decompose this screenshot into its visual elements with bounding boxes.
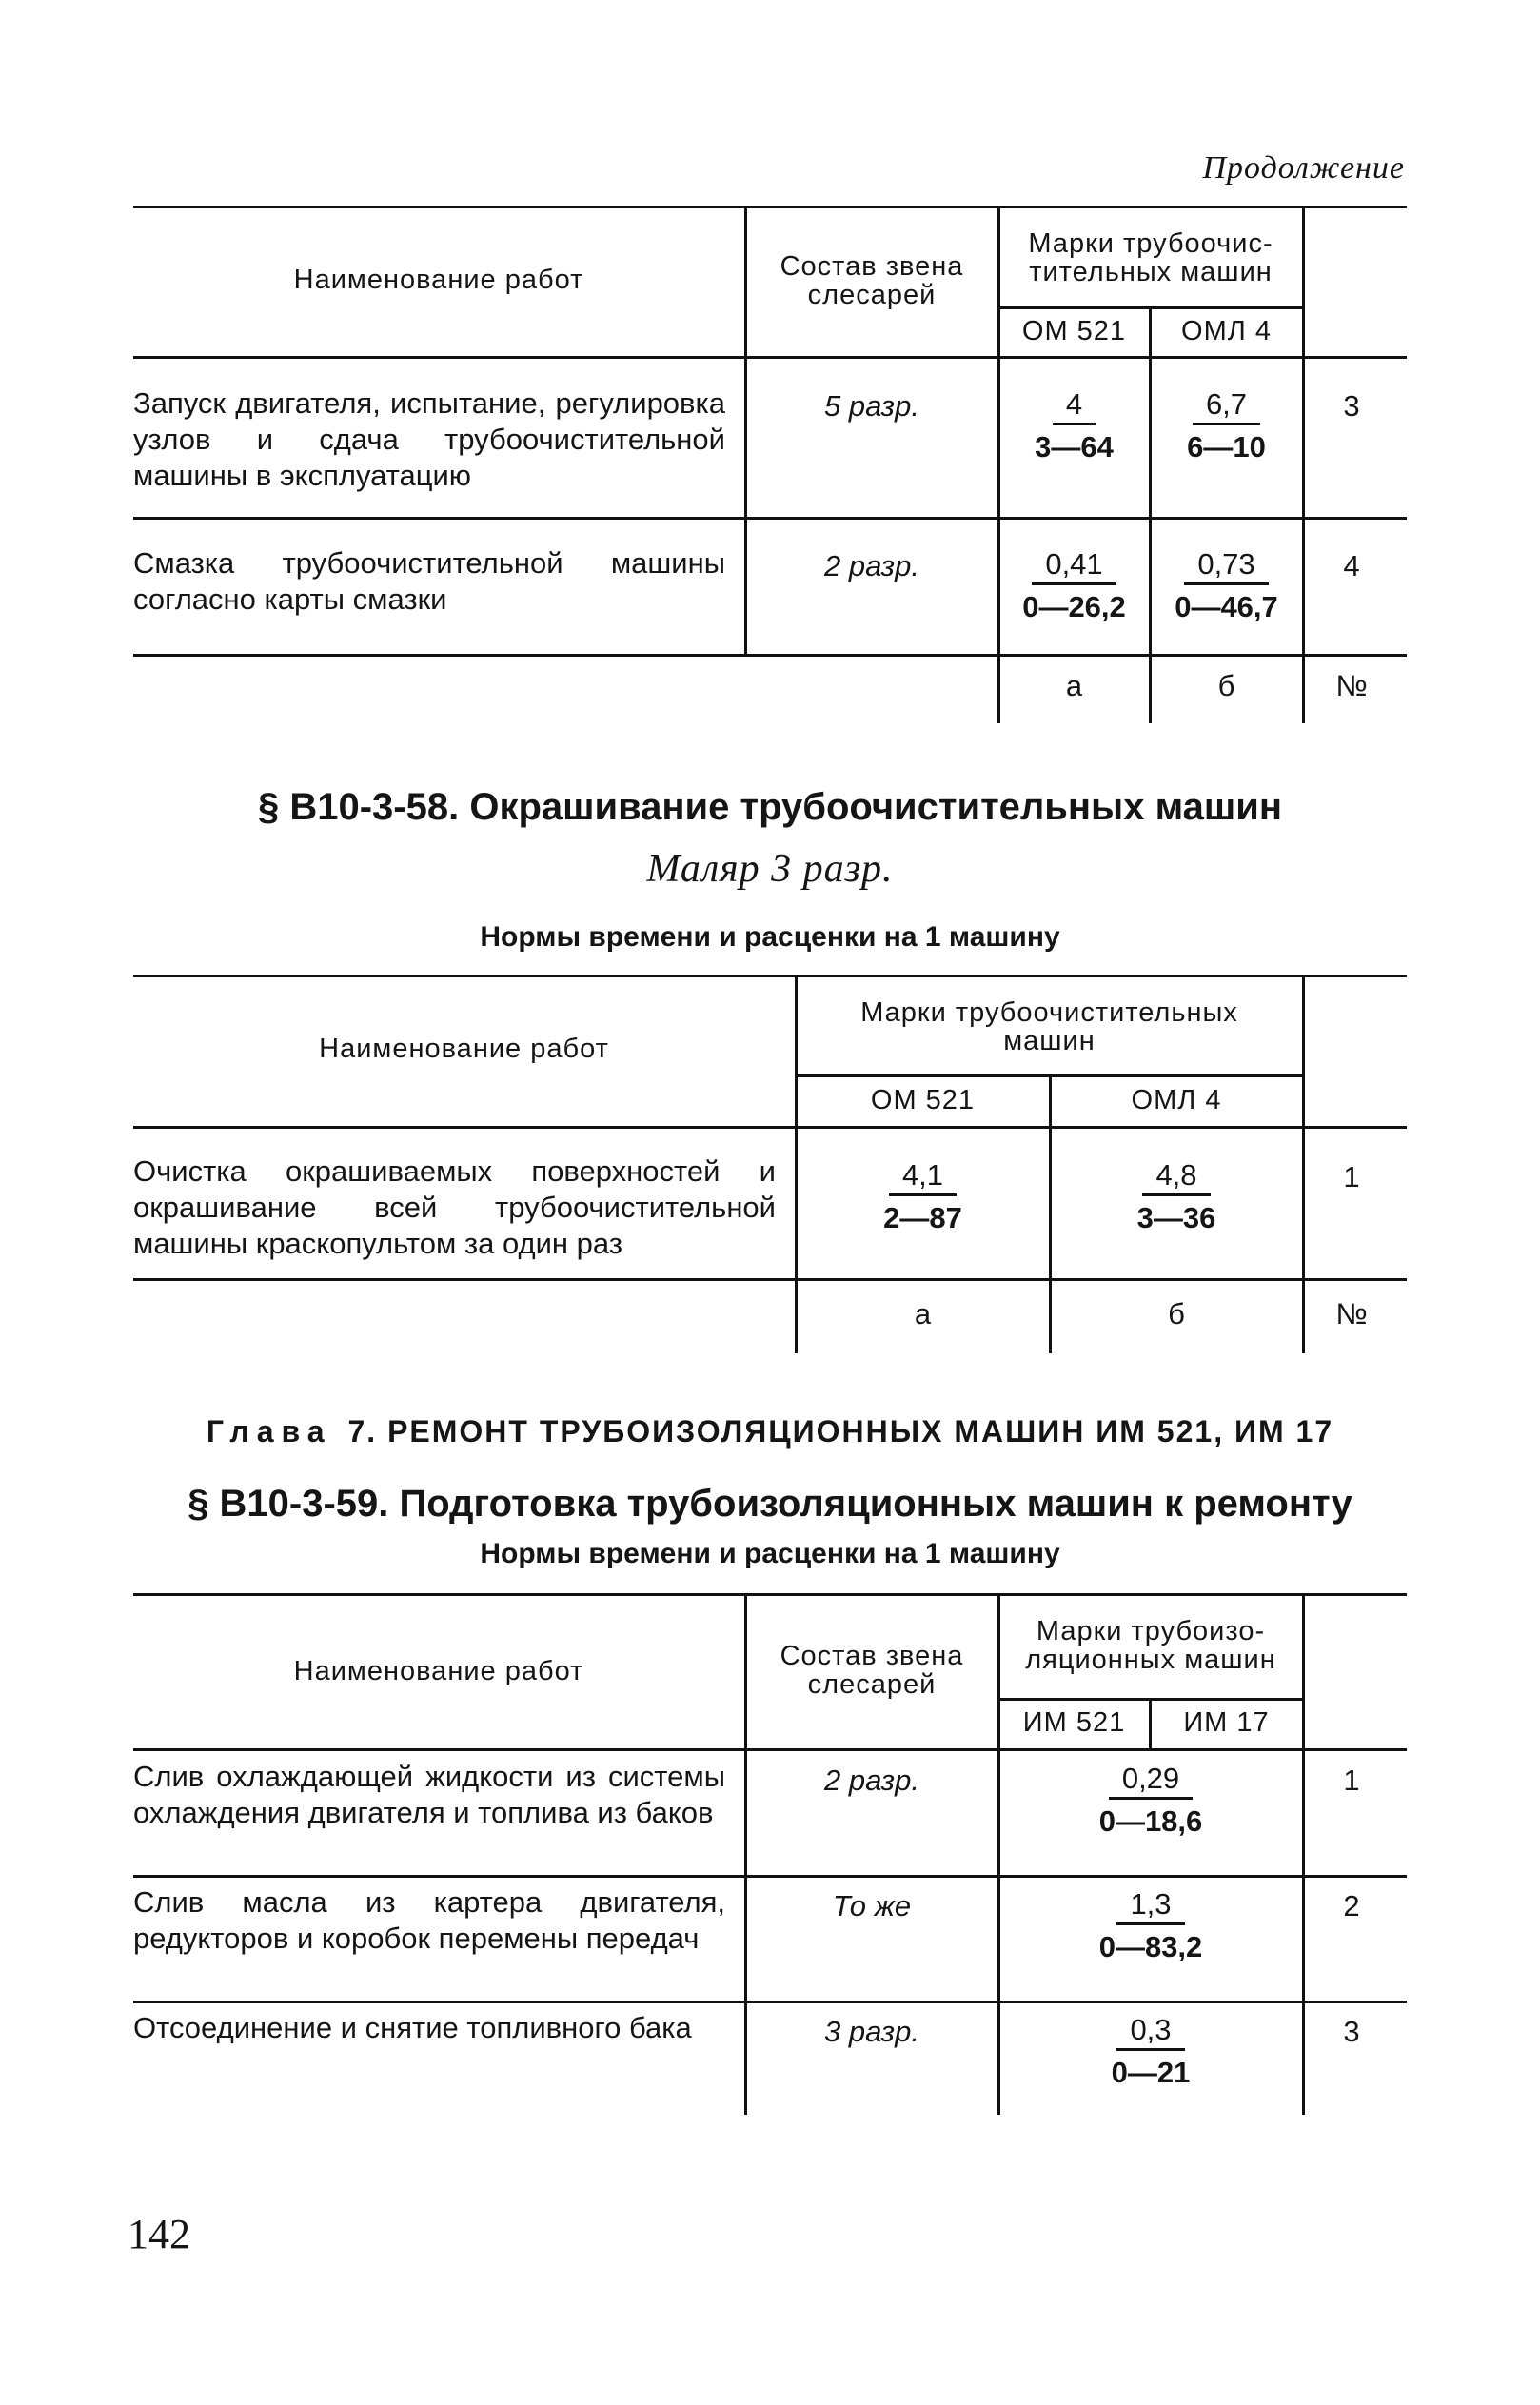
t1-footer-a: а — [1065, 669, 1083, 702]
t1-row2-value-a: $\frac{0,41}{0—26,2}$ — [1022, 547, 1126, 623]
t1-row1-value-b: $\frac{6,7}{6—10}$ — [1187, 387, 1266, 463]
t1-row1-crew: 5 разр. — [824, 389, 919, 423]
t3-row2-value: $\frac{1,3}{0—83,2}$ — [1098, 1887, 1203, 1963]
chapter-7-heading — [0, 1416, 1540, 1447]
t2-row1-name: Очистка окрашиваемых поверхностей и окрашивание всей трубоочистительной машины краскопультом за один раз — [133, 1154, 776, 1260]
t2-header-brand-b: ОМЛ 4 — [1131, 1085, 1222, 1115]
section-58-worker: Маляр 3 разр. — [646, 847, 894, 891]
t1-row1-value-a: $\frac{4}{3—64}$ — [1035, 387, 1114, 463]
t3-header-brands-line2: ляционных машин — [1025, 1645, 1276, 1675]
t1-row1-number: 3 — [1343, 389, 1360, 423]
t3-row2-crew: То же — [832, 1889, 912, 1922]
t3-header-crew-line1: Состав звена — [780, 1641, 964, 1671]
section-59-title: § В10-3-59. Подготовка трубоизоляционных машин к ремонту — [188, 1483, 1352, 1525]
t2-row1-number: 1 — [1343, 1160, 1360, 1193]
t1-row2-name: Смазка трубоочистительной машины согласно карты смазки — [133, 546, 725, 616]
t3-row3-value: $\frac{0,3}{0—21}$ — [1111, 2013, 1191, 2089]
t3-header-brand-a: ИМ 521 — [1022, 1707, 1126, 1738]
t1-footer-b: б — [1217, 669, 1235, 702]
t3-row2-name: Слив масла из картера двигателя, редукторов и коробок перемены передач — [133, 1885, 725, 1955]
t3-row1-number: 1 — [1343, 1764, 1360, 1797]
t2-footer-number: № — [1335, 1297, 1368, 1331]
section-58-title: § В10-3-58. Окрашивание трубоочистительных машин — [258, 786, 1282, 828]
t3-row1-crew: 2 разр. — [824, 1764, 919, 1797]
t1-footer-number: № — [1335, 669, 1368, 702]
t3-row1-name: Слив охлаждающей жидкости из системы охлаждения двигателя и топлива из баков — [133, 1760, 725, 1829]
t1-header-brands-line1: Марки трубоочис- — [1028, 228, 1273, 259]
t2-header-brand-a: ОМ 521 — [870, 1085, 976, 1115]
continued-label: Продолжение — [1202, 150, 1405, 186]
t3-row1-value: $\frac{0,29}{0—18,6}$ — [1098, 1762, 1203, 1838]
t3-header-name: Наименование работ — [293, 1656, 584, 1686]
t3-row3-crew: 3 разр. — [824, 2015, 919, 2048]
t2-footer-b: б — [1168, 1297, 1185, 1331]
t2-header-name: Наименование работ — [319, 1034, 609, 1064]
t2-row1-value-a: $\frac{4,1}{2—87}$ — [883, 1158, 962, 1234]
section-59-norms: Нормы времени и расценки на 1 машину — [480, 1538, 1060, 1569]
t3-header-brands-line1: Марки трубоизо- — [1036, 1616, 1266, 1646]
chapter-title: 7. РЕМОНТ ТРУБОИЗОЛЯЦИОННЫХ МАШИН ИМ 521, ИМ 17 — [347, 1414, 1334, 1449]
t1-header-brands-line2: тительных машин — [1029, 257, 1273, 287]
t2-footer-a: а — [914, 1297, 932, 1331]
t1-header-name: Наименование работ — [293, 265, 584, 295]
t3-row3-name: Отсоединение и снятие топливного бака — [133, 2011, 692, 2044]
t3-header-brand-b: ИМ 17 — [1183, 1707, 1270, 1738]
t2-row1-value-b: $\frac{4,8}{3—36}$ — [1136, 1158, 1216, 1234]
t1-header-crew-line2: слесарей — [807, 280, 937, 310]
t1-header-crew-line1: Состав звена — [780, 251, 964, 282]
section-58-norms: Нормы времени и расценки на 1 машину — [480, 921, 1060, 953]
t1-header-brand-a: ОМ 521 — [1021, 316, 1127, 346]
t2-header-brands-line2: машин — [1003, 1026, 1096, 1056]
t1-row1-name: Запуск двигателя, испытание, регулировка узлов и сдача трубоочистительной машины в эксплуатацию — [133, 386, 725, 492]
t1-row2-value-b: $\frac{0,73}{0—46,7}$ — [1175, 547, 1278, 623]
t2-header-brands-line1: Марки трубоочистительных — [860, 997, 1238, 1028]
t1-header-brand-b: ОМЛ 4 — [1181, 316, 1272, 346]
page-number: 142 — [128, 2211, 190, 2257]
chapter-label: Глава — [206, 1414, 332, 1449]
t3-header-crew-line2: слесарей — [807, 1669, 937, 1700]
t1-row2-crew: 2 разр. — [824, 549, 919, 582]
t3-row3-number: 3 — [1343, 2015, 1360, 2048]
t1-row2-number: 4 — [1343, 549, 1360, 582]
t3-row2-number: 2 — [1343, 1889, 1360, 1922]
